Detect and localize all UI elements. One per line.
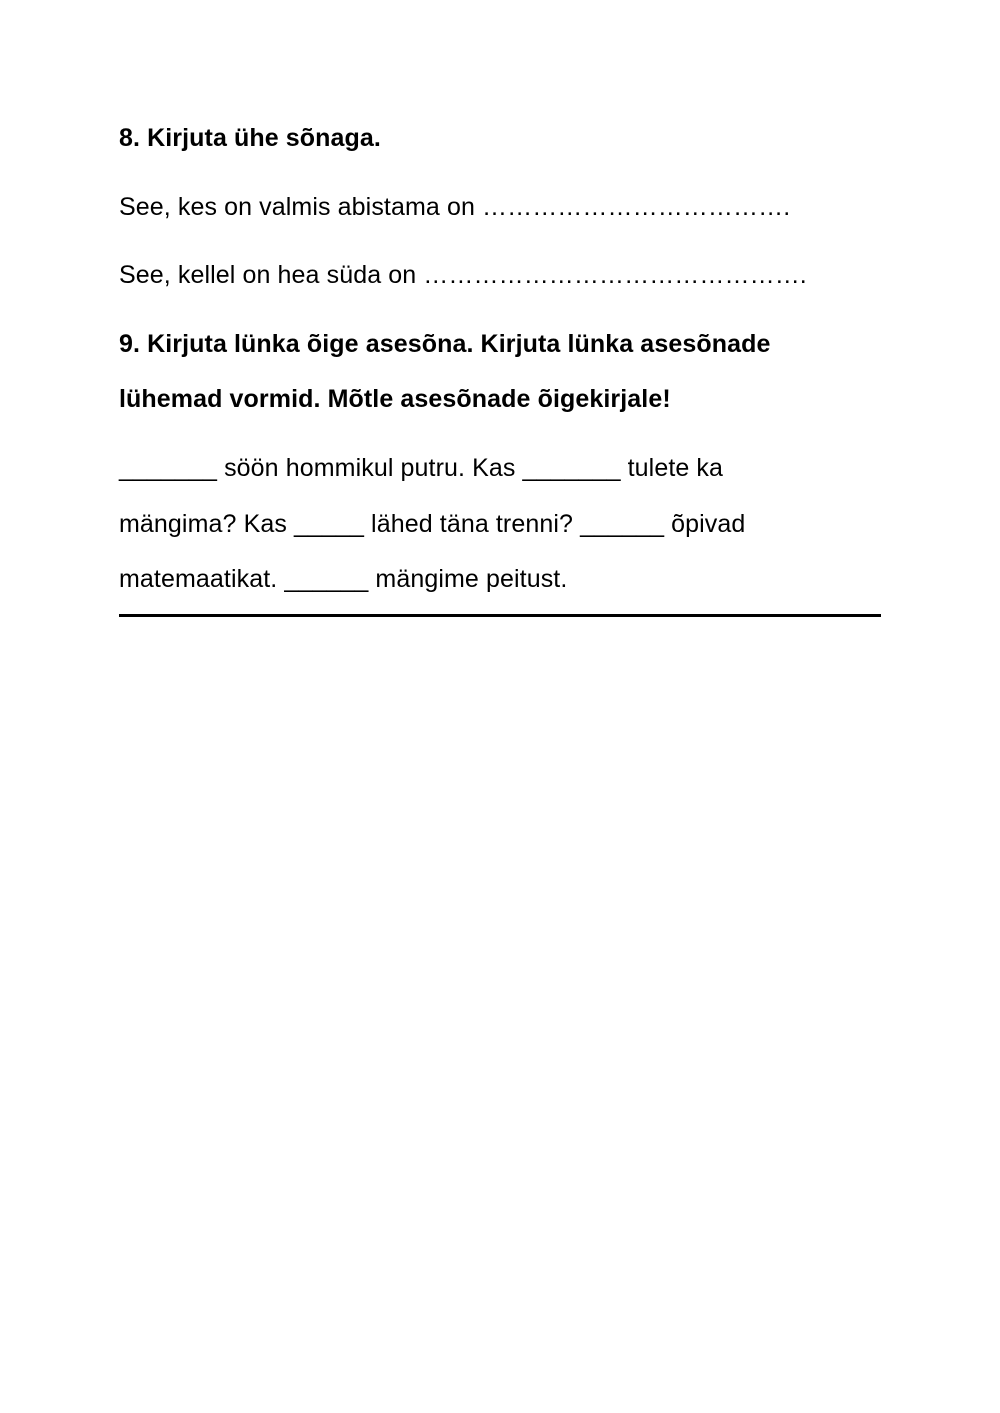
task-9-text-line-3: matemaatikat. ______ mängime peitust. [119,565,568,593]
task-9-heading-line-1: 9. Kirjuta lünka õige asesõna. Kirjuta lünka asesõnade [119,330,771,358]
task-9-text-line-2: mängima? Kas _____ lähed täna trenni? ______ õpivad [119,510,746,538]
task-8-sentence-1: See, kes on valmis abistama on ………………………………. [119,193,791,221]
task-8-sentence-2: See, kellel on hea süda on ………………………………………. [119,261,807,289]
task-8-heading: 8. Kirjuta ühe sõnaga. [119,124,381,152]
task-9-text-line-1: _______ söön hommikul putru. Kas _______ tulete ka [119,454,724,482]
task-9-heading-line-2: lühemad vormid. Mõtle asesõnade õigekirjale! [119,385,671,413]
horizontal-divider [119,614,881,617]
